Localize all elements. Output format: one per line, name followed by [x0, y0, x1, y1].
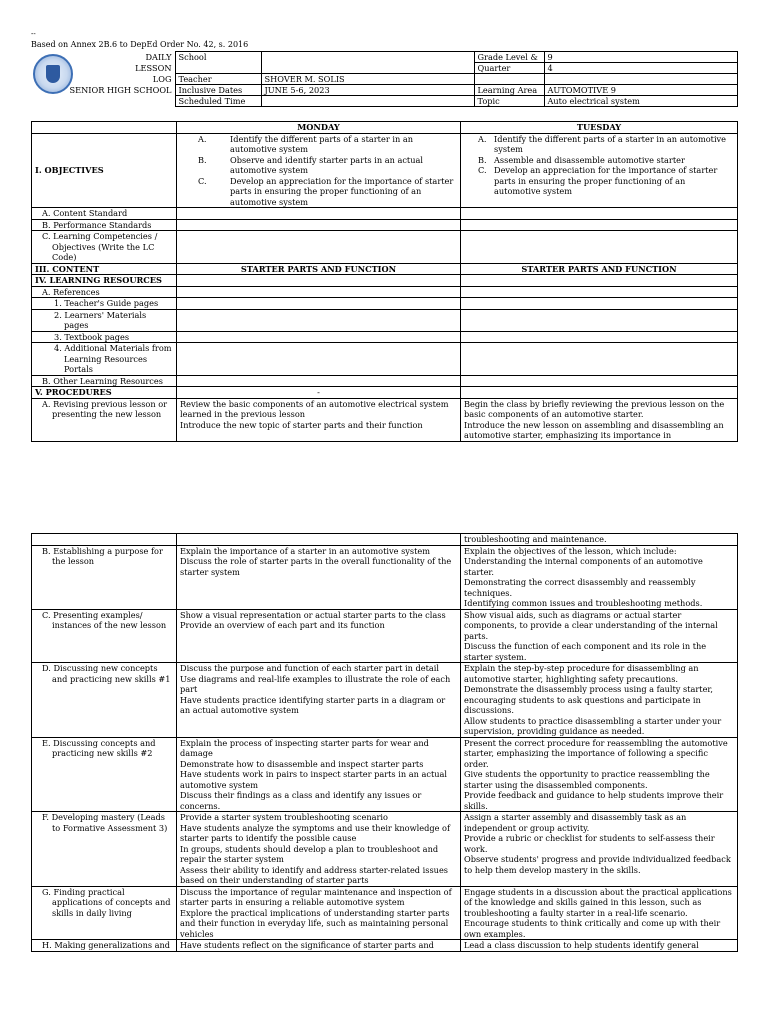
dates-value: JUNE 5-6, 2023	[261, 85, 474, 96]
topic-value: Auto electrical system	[544, 96, 737, 107]
blank-cell	[177, 343, 461, 376]
objective-item: A. Identify the different parts of a starter in an automotive system	[198, 133, 413, 154]
references-label: A. References	[32, 286, 177, 298]
procedure-label: D. Discussing new concepts and practicing new skills #1	[32, 663, 177, 738]
objective-item: B. Observe and identify starter parts in an actual automotive system	[198, 154, 423, 175]
monday-header: MONDAY	[177, 122, 461, 134]
deped-seal-icon	[33, 54, 73, 94]
procedure-row	[32, 737, 738, 812]
blank-cell	[461, 208, 738, 220]
tuesday-procedure: Explain the objectives of the lesson, which include: Understanding the internal components of an automotive starter. Demonstrating the correct disassembly and reassembly techniques. Identifying common issues and troubleshooting methods.	[461, 545, 738, 609]
school-value	[261, 52, 474, 74]
procedure-row	[32, 545, 738, 609]
blank-cell	[461, 219, 738, 231]
blank-cell	[461, 343, 738, 376]
procedure-label: E. Discussing concepts and practicing new skills #2	[32, 737, 177, 812]
grade-value: 9	[544, 52, 737, 63]
blank-cell	[461, 375, 738, 387]
blank-cell	[177, 375, 461, 387]
monday-content: STARTER PARTS AND FUNCTION	[177, 263, 461, 275]
topic-label: Topic	[474, 96, 544, 107]
blank-cell	[177, 208, 461, 220]
blank-cell	[177, 298, 461, 310]
lesson-log-continued-table	[31, 533, 738, 952]
time-label: Scheduled Time	[175, 96, 261, 107]
area-value: AUTOMOTIVE 9	[544, 85, 737, 96]
content-standard-label: A. Content Standard	[32, 208, 177, 220]
blank-cell	[461, 331, 738, 343]
teachers-guide-label: 1. Teacher's Guide pages	[32, 298, 177, 310]
tuesday-procedure: Show visual aids, such as diagrams or actual starter components, to provide a clear understanding of the internal parts. Discuss the function of each component and its role in the starter system.	[461, 609, 738, 663]
logo-cell	[31, 52, 175, 107]
lesson-log-table	[31, 121, 738, 442]
objectives-label: I. OBJECTIVES	[32, 133, 177, 208]
procedure-row	[32, 609, 738, 663]
procedures-mark: -	[177, 387, 461, 399]
blank-cell	[177, 275, 461, 287]
tuesday-procedure: Assign a starter assembly and disassembly task as an independent or group activity. Provide a rubric or checklist for students to self-assess their work. Observe students' progress and provide individualized feedback to help them develop mastery in the skills.	[461, 812, 738, 887]
procedure-row	[32, 812, 738, 887]
textbook-label: 3. Textbook pages	[32, 331, 177, 343]
objective-item: B. Assemble and disassemble automotive starter	[478, 154, 685, 165]
blank-cell	[177, 286, 461, 298]
blank-cell	[32, 122, 177, 134]
blank-cell	[461, 309, 738, 331]
tuesday-content: STARTER PARTS AND FUNCTION	[461, 263, 738, 275]
blank-cell	[461, 275, 738, 287]
monday-procedure: Discuss the importance of regular maintenance and inspection of starter parts in ensuring a reliable automotive system Explore the practical implications of understanding starter parts and their function in everyday life, such as maintaining personal vehicles	[177, 886, 461, 940]
blank-cell	[177, 219, 461, 231]
blank-cell	[461, 387, 738, 399]
tuesday-procedure: Present the correct procedure for reassembling the automotive starter, emphasizing the importance of following a specific order. Give students the opportunity to practice reassembling the starter using the disassembled components. Provide feedback and guidance to help students improve their skills.	[461, 737, 738, 812]
procedure-row	[32, 663, 738, 738]
quarter-value: 4	[544, 63, 737, 74]
blank-cell	[177, 331, 461, 343]
quarter-label: Quarter	[474, 63, 544, 74]
monday-objectives	[177, 133, 461, 208]
school-label: School	[175, 52, 261, 74]
blank-cell	[177, 231, 461, 264]
tuesday-procedure: Explain the step-by-step procedure for disassembling an automotive starter, highlighting safety precautions. Demonstrate the disassembly process using a faulty starter, encouraging students to ask questions and participate in discussions. Allow students to practice disassembling a starter under your supervision, providing guidance as needed.	[461, 663, 738, 738]
header-table	[31, 51, 738, 107]
monday-procedure: Have students reflect on the significance of starter parts and	[177, 940, 461, 952]
content-label: III. CONTENT	[32, 263, 177, 275]
tuesday-objectives	[461, 133, 738, 208]
objective-item: C. Develop an appreciation for the importance of starter parts in ensuring the proper functioning of an automotive system	[478, 165, 718, 196]
competencies-label: C. Learning Competencies / Objectives (Write the LC Code)	[32, 231, 177, 264]
tuesday-review-tail: troubleshooting and maintenance.	[461, 534, 738, 546]
tuesday-procedure: Lead a class discussion to help students identify general	[461, 940, 738, 952]
logo-text: DAILY LESSON LOG SENIOR HIGH SCHOOL	[69, 51, 172, 95]
resources-label: IV. LEARNING RESOURCES	[32, 275, 177, 287]
monday-procedure: Show a visual representation or actual starter parts to the class Provide an overview of each part and its function	[177, 609, 461, 663]
procedure-row	[32, 940, 738, 952]
teacher-value: SHOVER M. SOLIS	[261, 74, 474, 85]
procedures-label: V. PROCEDURES	[32, 387, 177, 399]
objective-item: C. Develop an appreciation for the importance of starter parts in ensuring the proper functioning of an automotive system	[198, 175, 454, 207]
procedure-label: C. Presenting examples/ instances of the new lesson	[32, 609, 177, 663]
blank-cell	[544, 74, 737, 85]
monday-procedure: Provide a starter system troubleshooting scenario Have students analyze the symptoms and use their knowledge of starter parts to identify the possible cause In groups, students should develop a plan to troubleshoot and repair the starter system Assess their ability to identify and address starter-related issues based on their understanding of starter parts	[177, 812, 461, 887]
procedure-label: B. Establishing a purpose for the lesson	[32, 545, 177, 609]
performance-standards-label: B. Performance Standards	[32, 219, 177, 231]
blank-cell	[461, 231, 738, 264]
tuesday-review: Begin the class by briefly reviewing the previous lesson on the basic components of an automotive starter. Introduce the new lesson on assembling and disassembling an automotive starter, emphasizing its importance in	[461, 398, 738, 441]
additional-materials-label: 4. Additional Materials from Learning Resources Portals	[32, 343, 177, 376]
blank-cell	[461, 298, 738, 310]
tuesday-header: TUESDAY	[461, 122, 738, 134]
procedure-label: G. Finding practical applications of concepts and skills in daily living	[32, 886, 177, 940]
blank-cell	[461, 286, 738, 298]
monday-procedure: Discuss the purpose and function of each starter part in detail Use diagrams and real-life examples to illustrate the role of each part Have students practice identifying starter parts in a diagram or an actual automotive system	[177, 663, 461, 738]
procedure-label: H. Making generalizations and	[32, 940, 177, 952]
dashes-marker: --	[31, 30, 36, 38]
blank-cell	[177, 534, 461, 546]
other-resources-label: B. Other Learning Resources	[32, 375, 177, 387]
procedure-row	[32, 886, 738, 940]
blank-cell	[32, 534, 177, 546]
blank-cell	[177, 309, 461, 331]
monday-procedure: Explain the importance of a starter in an automotive system Discuss the role of starter parts in the overall functionality of the starter system	[177, 545, 461, 609]
time-value	[261, 96, 474, 107]
grade-label: Grade Level &	[474, 52, 544, 63]
teacher-label: Teacher	[175, 74, 261, 85]
blank-cell	[474, 74, 544, 85]
review-label: A. Revising previous lesson or presenting the new lesson	[32, 398, 177, 441]
objective-item: A. Identify the different parts of a starter in an automotive system	[478, 133, 727, 154]
annex-reference: Based on Annex 2B.6 to DepEd Order No. 42, s. 2016	[31, 40, 249, 49]
monday-procedure: Explain the process of inspecting starter parts for wear and damage Demonstrate how to disassemble and inspect starter parts Have students work in pairs to inspect starter parts in an actual automotive system Discuss their findings as a class and identify any issues or concerns.	[177, 737, 461, 812]
procedure-label: F. Developing mastery (Leads to Formative Assessment 3)	[32, 812, 177, 887]
learners-materials-label: 2. Learners' Materials pages	[32, 309, 177, 331]
tuesday-procedure: Engage students in a discussion about the practical applications of the knowledge and skills gained in this lesson, such as troubleshooting a faulty starter in a real-life scenario. Encourage students to think critically and come up with their own examples.	[461, 886, 738, 940]
dates-label: Inclusive Dates	[175, 85, 261, 96]
monday-review: Review the basic components of an automotive electrical system learned in the previous lesson Introduce the new topic of starter parts and their function	[177, 398, 461, 441]
area-label: Learning Area	[474, 85, 544, 96]
